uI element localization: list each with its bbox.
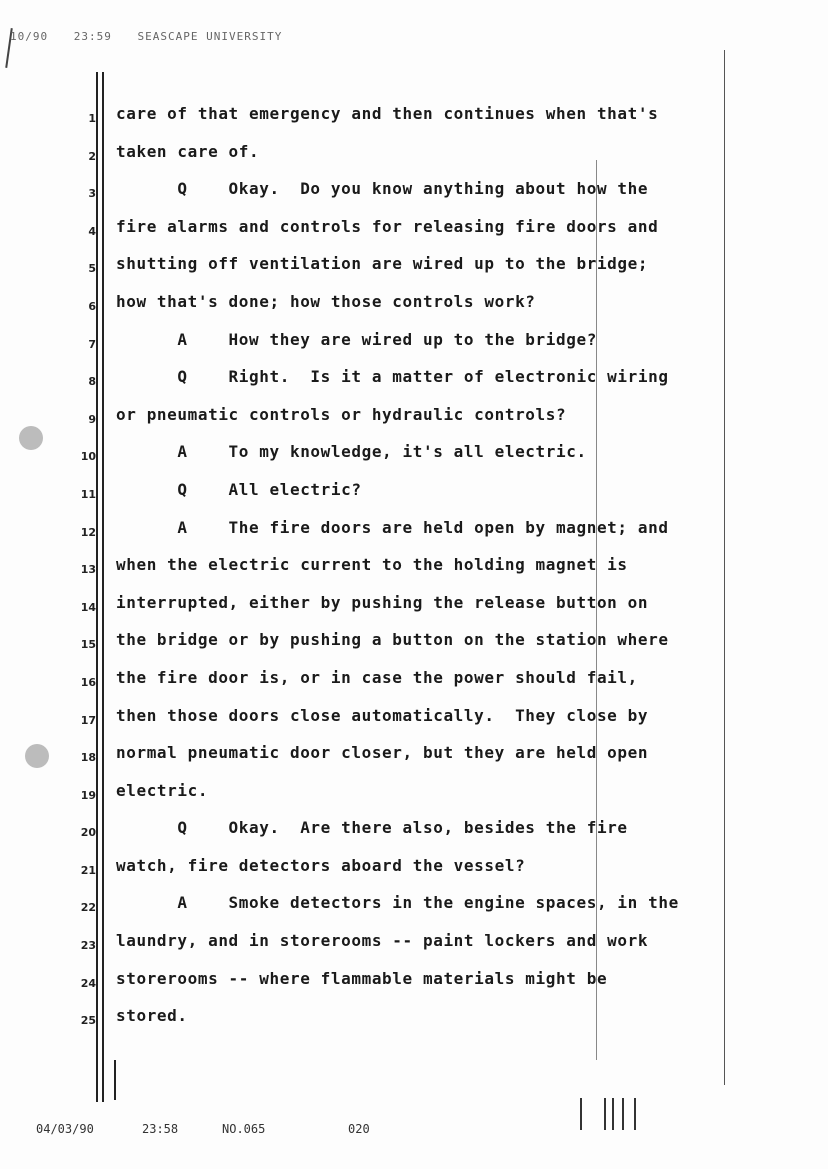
line-text: storerooms -- where flammable materials might be — [116, 968, 608, 988]
line-number: 15 — [80, 638, 96, 652]
scan-mark — [604, 1098, 606, 1130]
line-text: A Smoke detectors in the engine spaces, in the — [116, 893, 679, 913]
transcript-line — [70, 852, 730, 890]
fax-header — [10, 30, 300, 43]
scan-mark — [622, 1098, 624, 1130]
line-text: A To my knowledge, it's all electric. — [116, 442, 587, 462]
transcript-line — [70, 326, 730, 364]
line-number: 4 — [88, 224, 96, 238]
line-number: 12 — [80, 525, 96, 539]
transcript-line — [70, 965, 730, 1003]
line-text: electric. — [116, 780, 209, 800]
header-time: 23:59 — [73, 30, 112, 43]
line-text: A How they are wired up to the bridge? — [116, 329, 597, 349]
punch-hole-icon — [19, 426, 43, 450]
scan-mark — [580, 1098, 582, 1130]
line-number: 21 — [80, 863, 96, 877]
line-text: or pneumatic controls or hydraulic controls? — [116, 404, 567, 424]
transcript-line — [70, 138, 730, 176]
transcript-line — [70, 401, 730, 439]
line-text: fire alarms and controls for releasing fire doors and — [116, 216, 659, 236]
transcript-line — [70, 889, 730, 927]
transcript-line — [70, 589, 730, 627]
line-number: 18 — [80, 751, 96, 765]
line-number: 19 — [80, 788, 96, 802]
line-text: Q Right. Is it a matter of electronic wiring — [116, 367, 669, 387]
line-text: shutting off ventilation are wired up to the bridge; — [116, 254, 649, 274]
line-text: laundry, and in storerooms -- paint lockers and work — [116, 931, 649, 951]
footer-page-number: 020 — [348, 1122, 370, 1136]
punch-hole-icon — [25, 744, 49, 768]
line-number: 2 — [88, 149, 96, 163]
transcript-line — [70, 363, 730, 401]
footer-date: 04/03/90 — [36, 1122, 94, 1136]
line-number: 9 — [88, 412, 96, 426]
line-number: 17 — [80, 713, 96, 727]
line-number: 13 — [80, 563, 96, 577]
footer-fax-number: NO.065 — [222, 1122, 266, 1136]
line-number: 22 — [80, 901, 96, 915]
line-number: 7 — [88, 337, 96, 351]
transcript-line — [70, 777, 730, 815]
scan-mark — [612, 1098, 614, 1130]
transcript-line — [70, 175, 730, 213]
line-number: 24 — [80, 976, 96, 990]
transcript-line — [70, 702, 730, 740]
line-number: 6 — [88, 299, 96, 313]
transcript-body — [70, 100, 730, 1040]
line-text: how that's done; how those controls work? — [116, 291, 536, 311]
transcript-line — [70, 626, 730, 664]
transcript-line — [70, 664, 730, 702]
line-text: watch, fire detectors aboard the vessel? — [116, 855, 526, 875]
header-date: 10/90 — [10, 30, 49, 43]
line-text: the fire door is, or in case the power should fail, — [116, 667, 638, 687]
line-number: 14 — [80, 600, 96, 614]
line-text: the bridge or by pushing a button on the station where — [116, 630, 669, 650]
line-number: 10 — [80, 450, 96, 464]
transcript-line — [70, 739, 730, 777]
line-number: 3 — [88, 187, 96, 201]
transcript-line — [70, 1002, 730, 1040]
line-number: 11 — [80, 487, 96, 501]
transcript-line — [70, 250, 730, 288]
transcript-line — [70, 476, 730, 514]
transcript-line — [70, 514, 730, 552]
line-text: taken care of. — [116, 141, 260, 161]
line-number: 5 — [88, 262, 96, 276]
line-text: Q Okay. Are there also, besides the fire — [116, 818, 628, 838]
line-text: then those doors close automatically. They close by — [116, 705, 649, 725]
transcript-line — [70, 814, 730, 852]
line-text: Q Okay. Do you know anything about how the — [116, 179, 649, 199]
line-text: stored. — [116, 1006, 188, 1026]
line-text: when the electric current to the holding magnet is — [116, 555, 628, 575]
bottom-margin-rule — [114, 1060, 116, 1100]
line-text: A The fire doors are held open by magnet; and — [116, 517, 669, 537]
line-number: 8 — [88, 375, 96, 389]
line-number: 23 — [80, 939, 96, 953]
line-number: 1 — [88, 112, 96, 125]
transcript-line — [70, 927, 730, 965]
transcript-line — [70, 213, 730, 251]
line-number: 16 — [80, 675, 96, 689]
line-text: normal pneumatic door closer, but they are held open — [116, 743, 649, 763]
footer-time: 23:58 — [142, 1122, 179, 1136]
line-text: interrupted, either by pushing the release button on — [116, 592, 649, 612]
scan-mark — [634, 1098, 636, 1130]
line-text: care of that emergency and then continues when that's — [116, 104, 659, 123]
transcript-line — [70, 438, 730, 476]
line-number: 20 — [80, 826, 96, 840]
line-text: Q All electric? — [116, 479, 362, 499]
transcript-line — [70, 100, 730, 138]
line-number: 25 — [80, 1014, 96, 1028]
transcript-line — [70, 551, 730, 589]
header-label: SEASCAPE UNIVERSITY — [137, 30, 283, 43]
transcript-line — [70, 288, 730, 326]
